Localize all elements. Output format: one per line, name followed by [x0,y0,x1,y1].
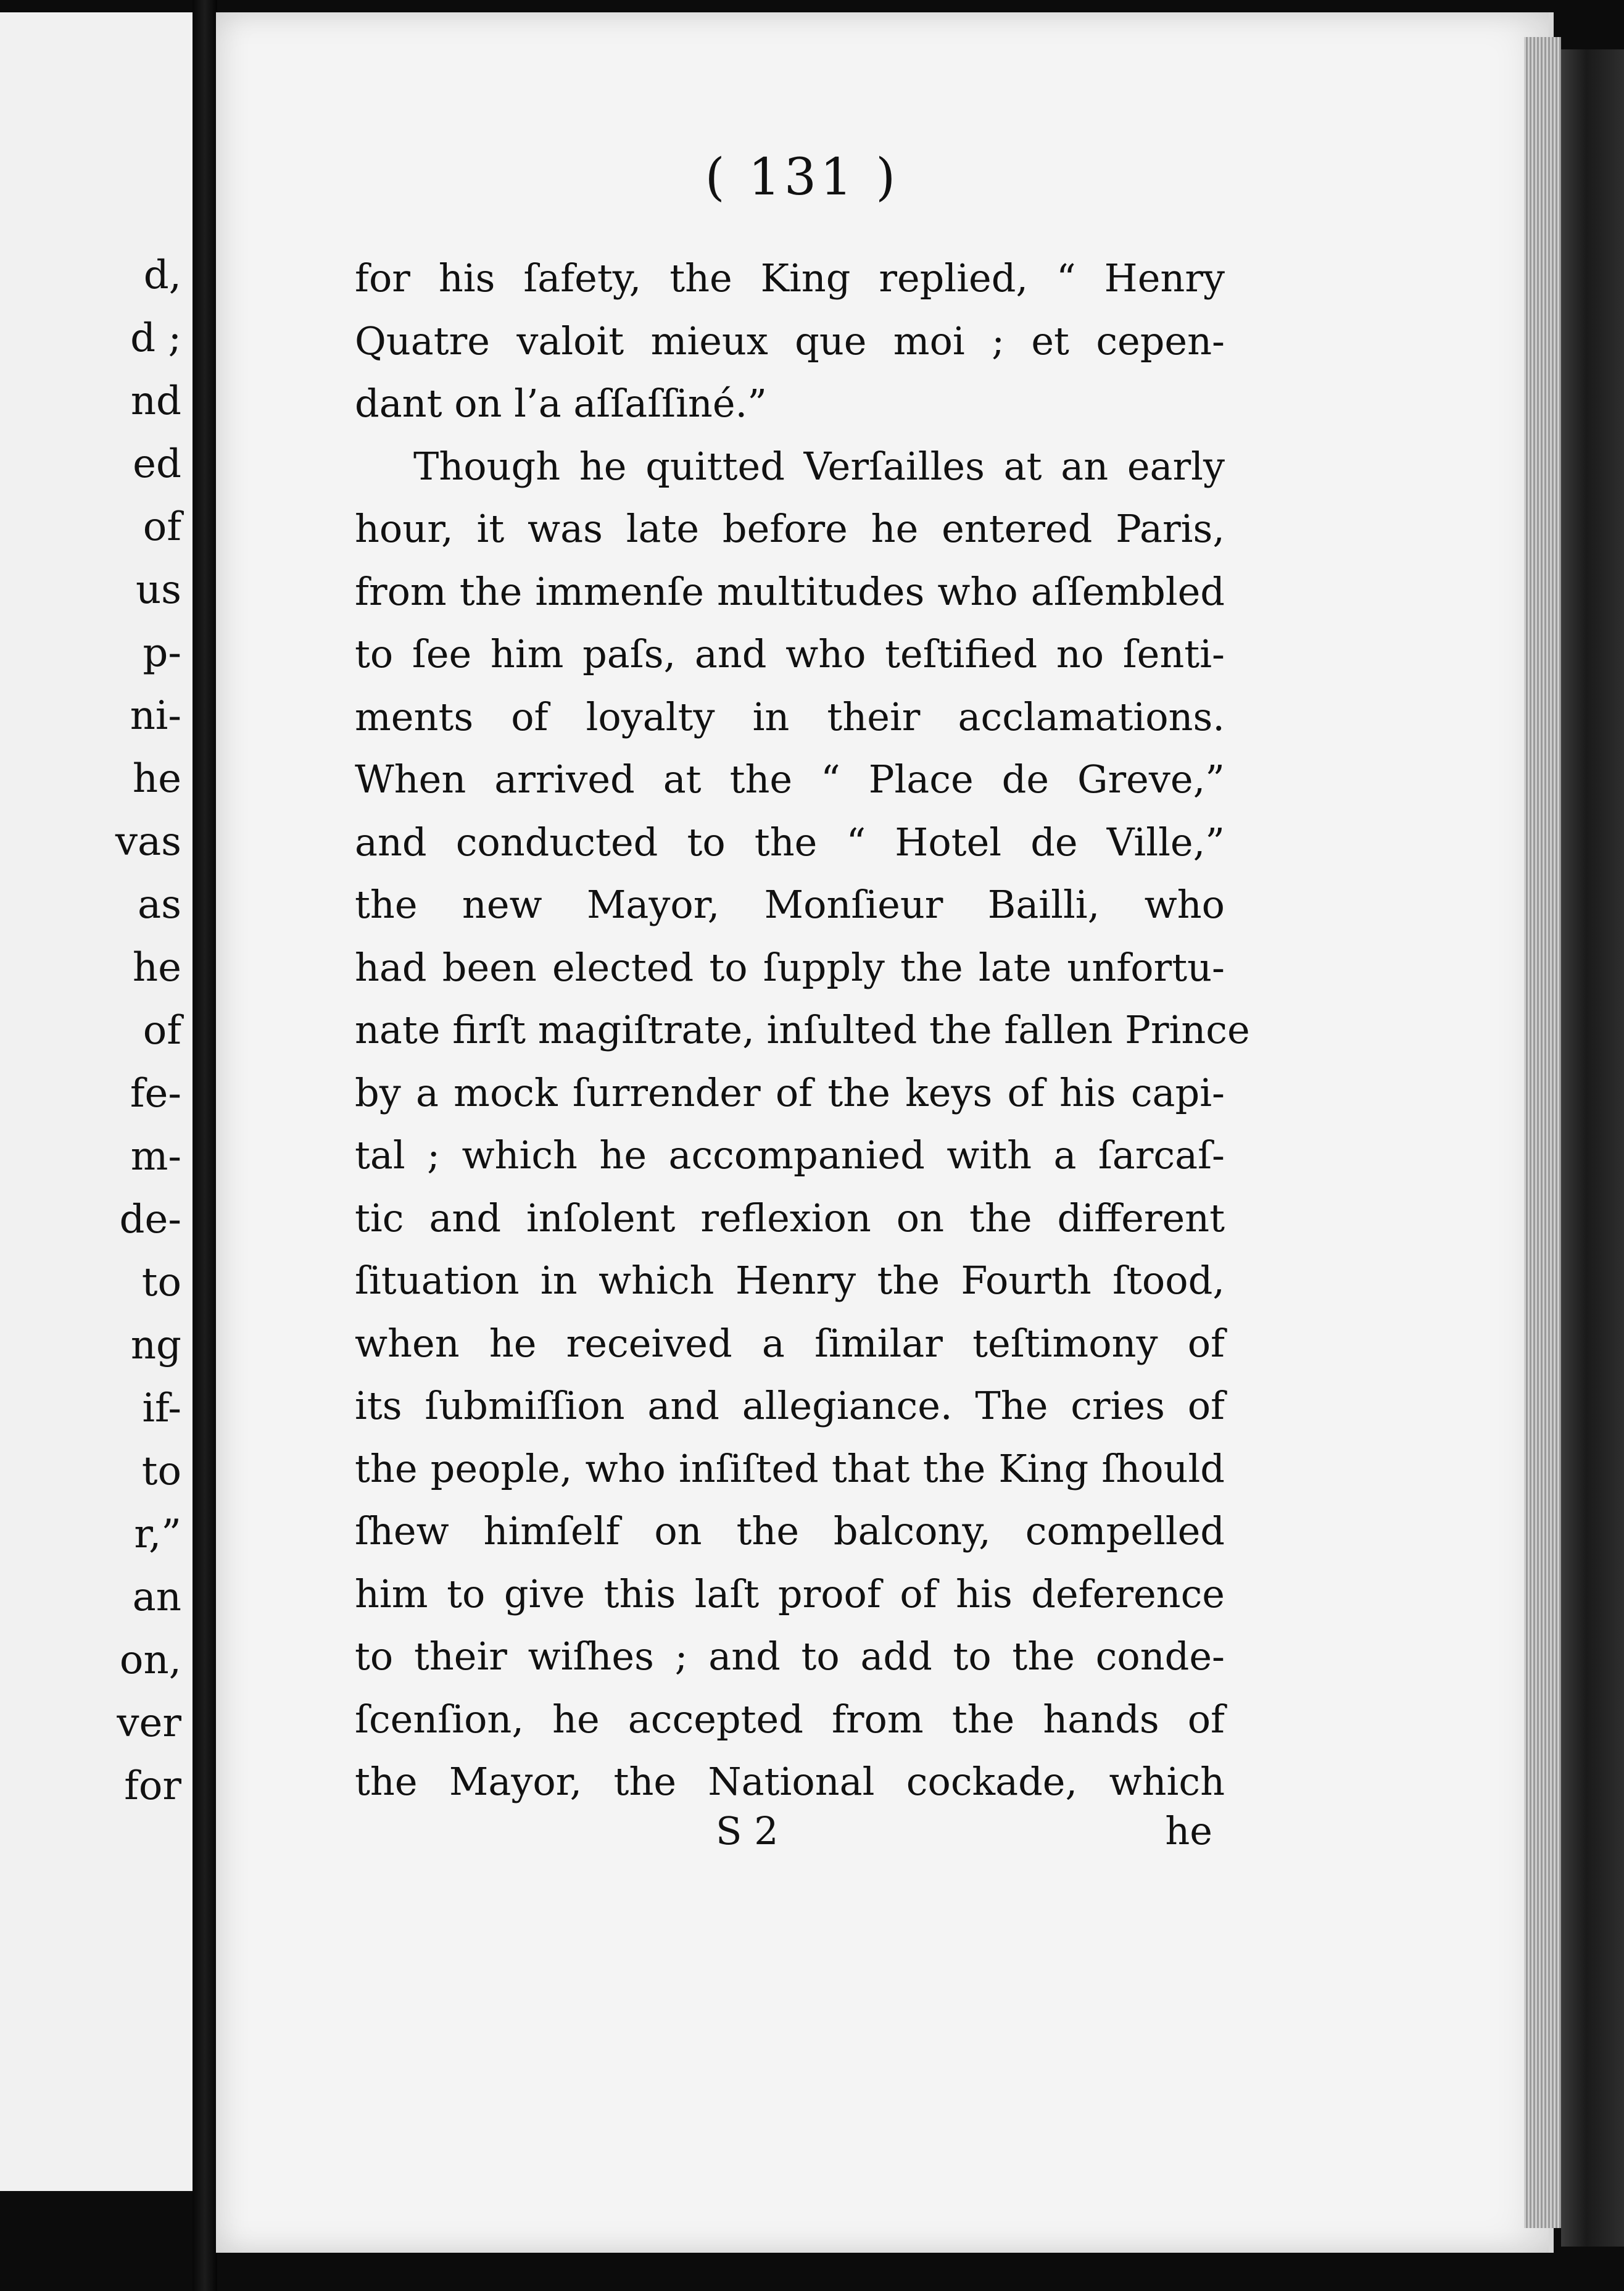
left-line-ending: for [124,1763,181,1809]
text-line: and conducted to the “ Hotel de Ville,” [355,819,1225,865]
left-line-ending: of [143,504,181,550]
catchword: he [1165,1808,1212,1853]
left-line-ending: ed [133,441,181,487]
text-line: him to give this laſt proof of his deference [355,1571,1225,1616]
left-line-ending: of [143,1008,181,1054]
left-line-ending: ng [130,1323,181,1368]
text-line: for his ſafety, the King replied, “ Henry [355,256,1225,301]
text-line: ſhew himſelf on the balcony, compelled [355,1508,1225,1553]
facing-page-line-endings [115,244,181,1818]
left-line-ending: on, [119,1637,181,1683]
text-line: from the immenſe multitudes who aſſembled [355,568,1225,614]
text-line: had been elected to ſupply the late unfortu- [355,944,1225,990]
left-line-ending: to [141,1260,181,1305]
left-line-ending: if- [142,1386,181,1431]
left-line-ending: nd [130,378,181,424]
text-line: ſituation in which Henry the Fourth ſtood, [355,1258,1225,1303]
facing-page-left [0,12,195,2191]
left-line-ending: de- [119,1197,181,1242]
text-line: hour, it was late before he entered Paris, [355,506,1225,551]
text-line: tic and inſolent reflexion on the different [355,1195,1225,1241]
text-line: the new Mayor, Monſieur Bailli, who [355,882,1225,927]
text-line: to their wiſhes ; and to add to the conde- [355,1634,1225,1679]
body-text [355,247,1250,1813]
left-line-ending: d ; [130,315,181,361]
text-line: dant on l’a aſſaſſiné.” [355,381,767,426]
page-block-edge [1524,37,1561,2228]
text-line: Quatre valoit mieux que moi ; et cepen- [355,318,1225,364]
text-line: by a mock ſurrender of the keys of his capi- [355,1070,1225,1115]
left-line-ending: an [132,1574,181,1620]
left-line-ending: vas [115,819,181,865]
left-line-ending: he [132,945,181,991]
text-line: nate firſt magiſtrate, inſulted the fallen Prince [355,1007,1250,1052]
book-gutter [193,0,217,2291]
page-footer [355,1808,1225,1876]
left-line-ending: d, [143,252,181,298]
text-line: Though he quitted Verſailles at an early [413,443,1225,489]
left-line-ending: to [141,1449,181,1494]
text-line: When arrived at the “ Place de Greve,” [355,757,1225,802]
book-cover-edge [1561,49,1624,2247]
left-line-ending: p- [143,630,181,676]
left-line-ending: ni- [130,693,181,739]
left-line-ending: us [135,567,181,613]
left-line-ending: he [132,756,181,802]
left-line-ending: ver [117,1700,181,1746]
text-line: the people, who inſiſted that the King ſhould [355,1445,1225,1491]
text-line: its ſubmiſſion and allegiance. The cries of [355,1383,1225,1428]
text-line: the Mayor, the National cockade, which [355,1759,1225,1804]
left-line-ending: as [138,882,181,928]
text-line: ments of loyalty in their acclamations. [355,694,1225,739]
signature-mark: S 2 [716,1808,779,1853]
text-line: ſcenſion, he accepted from the hands of [355,1696,1225,1742]
page-number-header: ( 131 ) [705,148,900,207]
text-line: tal ; which he accompanied with a ſarcaſ- [355,1133,1225,1178]
text-line: to ſee him paſs, and who teſtified no ſenti- [355,631,1225,676]
text-line: when he received a ſimilar teſtimony of [355,1320,1225,1366]
left-line-ending: r,” [134,1511,181,1557]
left-line-ending: fe- [130,1071,181,1116]
left-line-ending: m- [130,1134,181,1179]
